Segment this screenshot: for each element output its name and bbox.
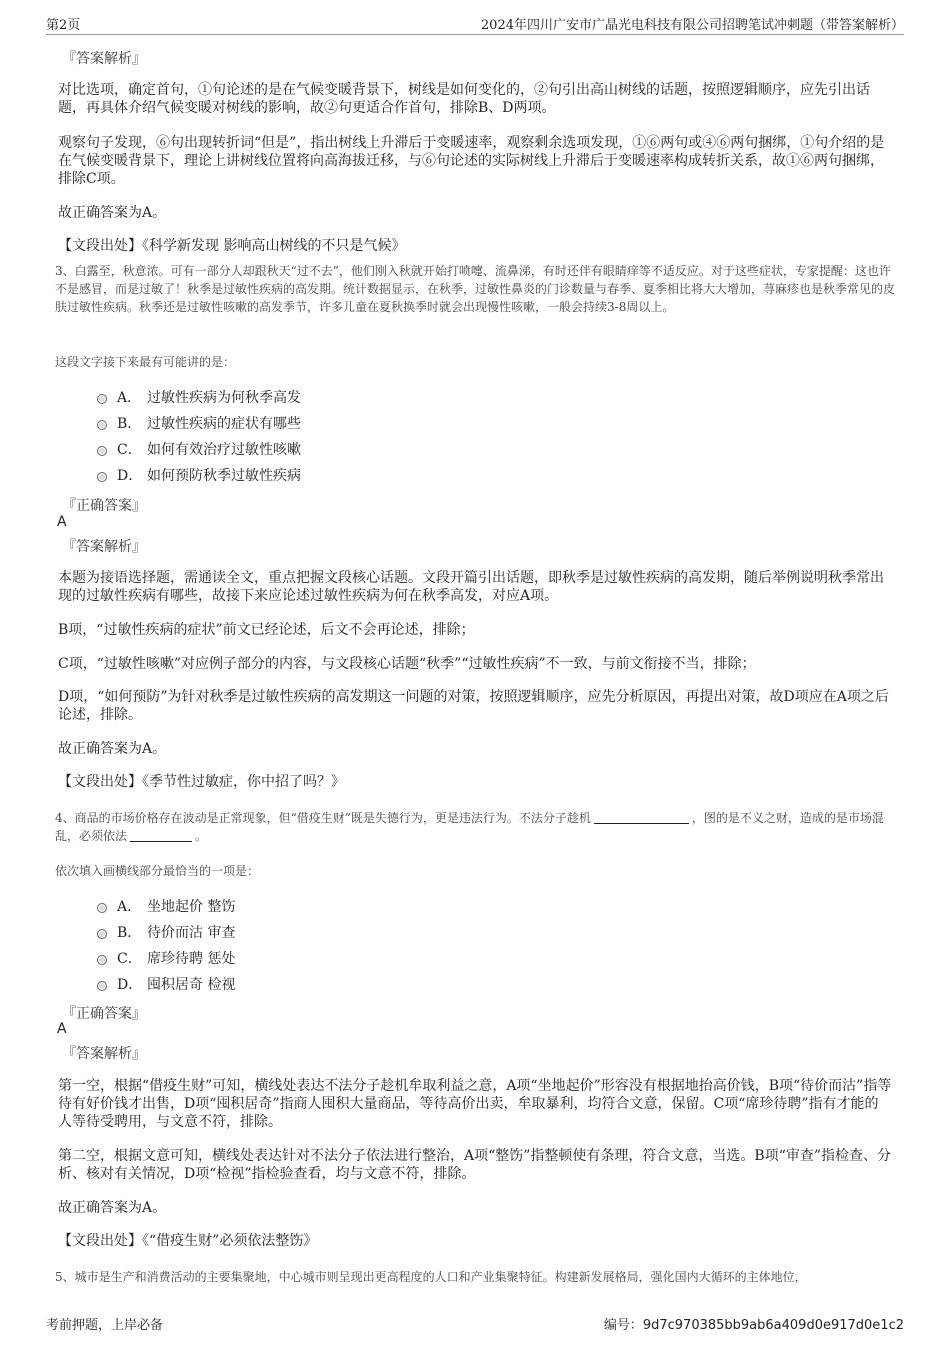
q3-option-b[interactable]: B． 过敏性疾病的症状有哪些 <box>97 415 301 433</box>
q4-answer: A <box>57 1021 67 1037</box>
radio-icon[interactable] <box>97 903 107 913</box>
q3-source: 【文段出处】《季节性过敏症，你中招了吗？》 <box>58 774 345 790</box>
q4-conclusion: 故正确答案为A。 <box>58 1200 167 1216</box>
q3-option-c[interactable]: C． 如何有效治疗过敏性咳嗽 <box>97 441 301 459</box>
q3-option-a[interactable]: A． 过敏性疾病为何秋季高发 <box>97 389 301 407</box>
q3-analysis-tag: 『答案解析』 <box>62 539 146 555</box>
q5-question: 5、城市是生产和消费活动的主要集聚地，中心城市则呈现出更高程度的人口和产业集聚特征。构建新发展格局，强化国内大循环的主体地位， <box>55 1270 807 1284</box>
q4-analysis-tag: 『答案解析』 <box>62 1046 146 1062</box>
q2-analysis-tag: 『答案解析』 <box>62 51 146 67</box>
radio-icon[interactable] <box>97 420 107 430</box>
q4-option-c[interactable]: C． 席珍待聘 惩处 <box>97 950 235 968</box>
blank-2 <box>130 841 192 842</box>
q4-option-a[interactable]: A． 坐地起价 整饬 <box>97 898 235 916</box>
page-number: 第2页 <box>46 18 81 33</box>
radio-icon[interactable] <box>97 472 107 482</box>
q4-correct-tag: 『正确答案』 <box>62 1006 146 1022</box>
footer-slogan: 考前押题，上岸必备 <box>46 1318 164 1333</box>
q3-conclusion: 故正确答案为A。 <box>58 741 167 757</box>
q3-question: 3、白露至，秋意浓。可有一部分人却跟秋天“过不去”，他们刚入秋就开始打喷嚏、流鼻涕，有时还伴有眼睛痒等不适反应。对于这些症状，专家提醒：这也许不是感冒，而是过敏了！秋季是过敏性疾病的高发期。统计数据显示，在秋季，过敏性鼻炎的门诊数量与春季、夏季相比将大大增加，荨麻疹也是秋季常见的皮肤过敏性疾病。秋季还是过敏性咳嗽的高发季节，许多儿童在夏秋换季时就会出现慢性咳嗽，一般会持续3-8周以上。 <box>55 264 896 314</box>
q4-option-d[interactable]: D． 囤积居奇 检视 <box>97 976 235 994</box>
radio-icon[interactable] <box>97 981 107 991</box>
q3-correct-tag: 『正确答案』 <box>62 498 146 514</box>
q2-analysis-p2: 观察句子发现，⑥句出现转折词“但是”，指出树线上升滞后于变暖速率，观察剩余选项发现，①⑥两句或④⑥两句捆绑，①句介绍的是在气候变暖背景下，理论上讲树线位置将向高海拔迁移，与⑥句论述的实际树线上升滞后于变暖速率构成转折关系，故①⑥两句捆绑，排除C项。 <box>58 135 885 187</box>
q2-analysis-p1: 对比选项，确定首句，①句论述的是在气候变暖背景下，树线是如何变化的，②句引出高山树线的话题，按照逻辑顺序，应先引出话题，再具体介绍气候变暖对树线的影响，故②句更适合作首句，排除B、D两项。 <box>58 82 870 116</box>
q4-analysis-p2: 第二空，根据文意可知，横线处表达针对不法分子依法进行整治，A项“整饬”指整顿使有条理，符合文意，当选。B项“审查”指检查、分析、核对有关情况，D项“检视”指检验查看，均与文意不符，排除。 <box>58 1148 892 1182</box>
q2-source: 【文段出处】《科学新发现 影响高山树线的不只是气候》 <box>58 238 406 254</box>
q3-prompt: 这段文字接下来最有可能讲的是： <box>55 355 236 369</box>
radio-icon[interactable] <box>97 929 107 939</box>
blank-1 <box>594 823 689 824</box>
q3-answer: A <box>57 514 67 530</box>
q3-analysis-p2: B项，“过敏性疾病的症状”前文已经论述，后文不会再论述，排除； <box>58 622 475 638</box>
q4-option-b[interactable]: B． 待价而沽 审查 <box>97 924 235 942</box>
document-title: 2024年四川广安市广晶光电科技有限公司招聘笔试冲刺题（带答案解析） <box>480 18 904 33</box>
q3-analysis-p1: 本题为接语选择题，需通读全文，重点把握文段核心话题。文段开篇引出话题，即秋季是过敏性疾病的高发期，随后举例说明秋季常出现的过敏性疾病有哪些，故接下来应论述过敏性疾病为何在秋季高发，对应A项。 <box>58 570 884 604</box>
q4-question: 4、商品的市场价格存在波动是正常现象，但“借疫生财”既是失德行为，更是违法行为。不法分子趁机 ，图的是不义之财，造成的是市场混乱，必须依法 。 <box>55 811 884 843</box>
q2-conclusion: 故正确答案为A。 <box>58 205 167 221</box>
q3-analysis-p4: D项，“如何预防”为针对秋季是过敏性疾病的高发期这一问题的对策，按照逻辑顺序，应先分析原因，再提出对策，故D项应在A项之后论述，排除。 <box>58 689 889 723</box>
q4-analysis-p1: 第一空，根据“借疫生财”可知，横线处表达不法分子趁机牟取利益之意，A项“坐地起价”形容没有根据地抬高价钱，B项“待价而沽”指等待有好价钱才出售，D项“囤积居奇”指商人囤积大量商品，等待高价出卖，牟取暴利，均符合文意，保留。C项“席珍待聘”指有才能的人等待受聘用，与文意不符，排除。 <box>58 1078 892 1130</box>
q4-prompt: 依次填入画横线部分最恰当的一项是： <box>55 864 260 878</box>
q4-source: 【文段出处】《“借疫生财”必须依法整饬》 <box>58 1233 318 1249</box>
footer-code: 编号：9d7c970385bb9ab6a409d0e917d0e1c2 <box>603 1318 904 1333</box>
page-header <box>46 12 904 35</box>
radio-icon[interactable] <box>97 446 107 456</box>
radio-icon[interactable] <box>97 394 107 404</box>
q3-option-d[interactable]: D． 如何预防秋季过敏性疾病 <box>97 467 301 485</box>
q3-analysis-p3: C项，“过敏性咳嗽”对应例子部分的内容，与文段核心话题“秋季”“过敏性疾病”不一致，与前文衔接不当，排除； <box>58 656 756 672</box>
radio-icon[interactable] <box>97 955 107 965</box>
